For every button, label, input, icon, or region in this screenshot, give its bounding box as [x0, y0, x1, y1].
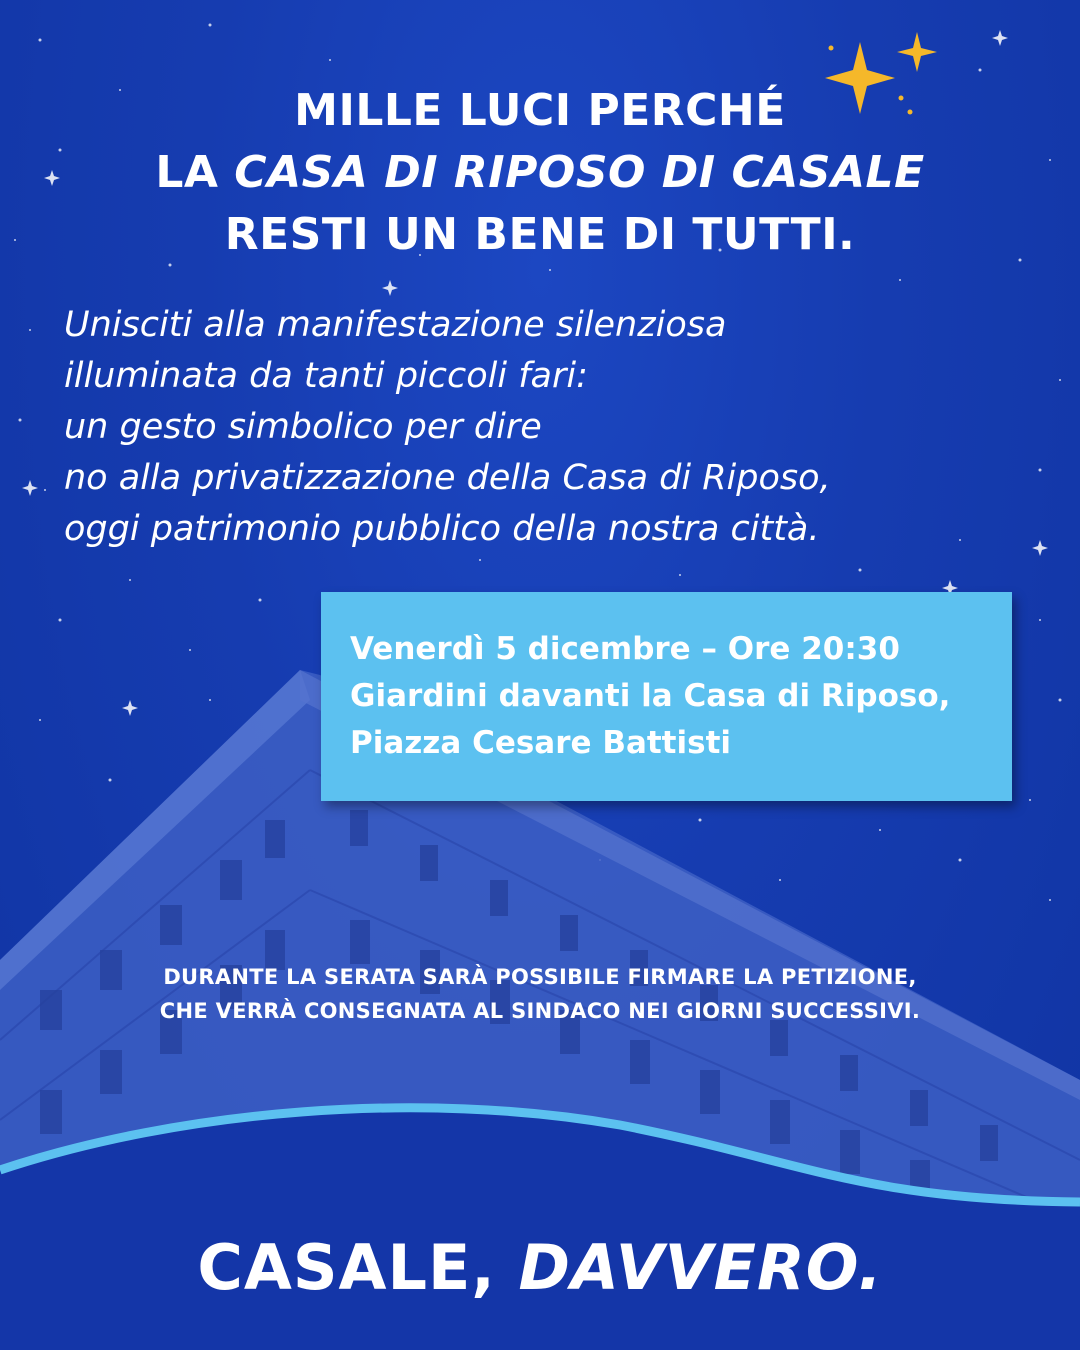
intro-line: un gesto simbolico per dire: [64, 407, 542, 447]
event-datetime: Venerdì 5 dicembre – Ore 20:30: [350, 631, 900, 667]
headline-line-2: [0, 142, 1080, 204]
event-place-line-1: Giardini davanti la Casa di Riposo,: [350, 678, 951, 714]
wave-divider: [0, 1080, 1080, 1350]
petition-line-1: DURANTE LA SERATA SARÀ POSSIBILE FIRMARE LA PETIZIONE,: [163, 965, 917, 989]
headline: [0, 80, 1080, 266]
petition-note: [0, 960, 1080, 1028]
slogan-emphasis: DAVVERO.: [518, 1231, 883, 1304]
intro-line: no alla privatizzazione della Casa di Riposo,: [64, 458, 831, 498]
intro-line: Unisciti alla manifestazione silenziosa: [64, 305, 727, 345]
petition-line-2: CHE VERRÀ CONSEGNATA AL SINDACO NEI GIORNI SUCCESSIVI.: [159, 999, 921, 1023]
event-info-box: [321, 592, 1012, 801]
headline-line-3: RESTI UN BENE DI TUTTI.: [224, 209, 856, 260]
headline-line-2-prefix: LA: [155, 147, 235, 198]
headline-emphasis: CASA DI RIPOSO DI CASALE: [234, 147, 925, 198]
headline-line-1: MILLE LUCI PERCHÉ: [294, 85, 786, 136]
intro-line: illuminata da tanti piccoli fari:: [64, 356, 588, 396]
slogan: [0, 1228, 1080, 1308]
intro-paragraph: [64, 300, 1054, 555]
intro-line: oggi patrimonio pubblico della nostra città.: [64, 509, 820, 549]
event-place-line-2: Piazza Cesare Battisti: [350, 725, 732, 761]
slogan-prefix: CASALE,: [197, 1231, 519, 1304]
